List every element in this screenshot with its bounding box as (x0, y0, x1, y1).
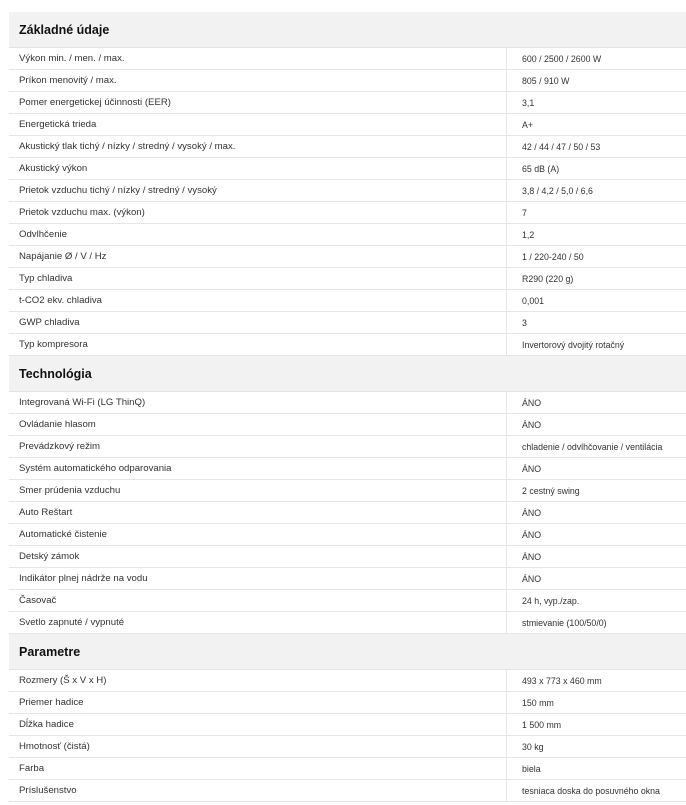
table-row (9, 48, 686, 70)
table-row (9, 312, 686, 334)
row-label: Časovač (9, 590, 507, 611)
row-value: 1 / 220-240 / 50 (522, 251, 584, 262)
row-label: Prevádzkový režim (9, 436, 507, 457)
row-label: Integrovaná Wi-Fi (LG ThinQ) (9, 392, 507, 413)
section-technology (9, 356, 686, 634)
section-parameters (9, 634, 686, 802)
table-row (9, 480, 686, 502)
table-row (9, 224, 686, 246)
row-value: 65 dB (A) (522, 163, 560, 174)
row-value: ÁNO (522, 529, 542, 540)
table-row (9, 92, 686, 114)
row-value: ÁNO (522, 463, 542, 474)
row-label: Odvlhčenie (9, 224, 507, 245)
table-row (9, 780, 686, 802)
row-value: 600 / 2500 / 2600 W (522, 53, 602, 64)
row-value: 1,2 (522, 229, 535, 240)
row-label: Príslušenstvo (9, 780, 507, 801)
row-label: Ovládanie hlasom (9, 414, 507, 435)
table-row (9, 612, 686, 634)
row-label: Rozmery (Š x V x H) (9, 670, 507, 691)
row-value: ÁNO (522, 551, 542, 562)
table-row (9, 392, 686, 414)
row-label: Indikátor plnej nádrže na vodu (9, 568, 507, 589)
row-label: Dĺžka hadice (9, 714, 507, 735)
row-value: biela (522, 763, 541, 774)
row-label: Svetlo zapnuté / vypnuté (9, 612, 507, 633)
row-value: ÁNO (522, 507, 542, 518)
row-value: tesniaca doska do posuvného okna (522, 785, 660, 796)
table-row (9, 268, 686, 290)
table-row (9, 114, 686, 136)
row-label: Farba (9, 758, 507, 779)
row-value: 30 kg (522, 741, 544, 752)
row-value: 805 / 910 W (522, 75, 570, 86)
row-value: 493 x 773 x 460 mm (522, 675, 602, 686)
section-title: Parametre (19, 644, 81, 659)
row-value: R290 (220 g) (522, 273, 574, 284)
table-row (9, 436, 686, 458)
spec-table (9, 12, 686, 802)
row-value: 24 h, vyp./zap. (522, 595, 580, 606)
table-row (9, 714, 686, 736)
row-value: 3,8 / 4,2 / 5,0 / 6,6 (522, 185, 593, 196)
row-label: Energetická trieda (9, 114, 507, 135)
section-header (9, 634, 686, 670)
section-header (9, 12, 686, 48)
table-row (9, 670, 686, 692)
row-label: GWP chladiva (9, 312, 507, 333)
table-row (9, 180, 686, 202)
row-value: 42 / 44 / 47 / 50 / 53 (522, 141, 601, 152)
row-label: Detský zámok (9, 546, 507, 567)
table-row (9, 758, 686, 780)
row-value: ÁNO (522, 397, 542, 408)
row-value: 3 (522, 317, 527, 328)
row-value: 150 mm (522, 697, 554, 708)
row-label: Príkon menovitý / max. (9, 70, 507, 91)
table-row (9, 414, 686, 436)
row-label: Pomer energetickej účinnosti (EER) (9, 92, 507, 113)
table-row (9, 458, 686, 480)
row-value: chladenie / odvlhčovanie / ventilácia (522, 441, 663, 452)
row-label: Akustický tlak tichý / nízky / stredný / vysoký / max. (9, 136, 507, 157)
row-label: Napájanie Ø / V / Hz (9, 246, 507, 267)
row-value: 1 500 mm (522, 719, 562, 730)
table-row (9, 202, 686, 224)
table-row (9, 692, 686, 714)
section-title: Základné údaje (19, 22, 110, 37)
table-row (9, 334, 686, 356)
table-row (9, 158, 686, 180)
table-row (9, 524, 686, 546)
row-value: A+ (522, 119, 534, 130)
section-title: Technológia (19, 366, 92, 381)
row-label: Priemer hadice (9, 692, 507, 713)
row-value: ÁNO (522, 573, 542, 584)
row-value: 7 (522, 207, 527, 218)
row-label: Hmotnosť (čistá) (9, 736, 507, 757)
table-row (9, 70, 686, 92)
row-label: Automatické čistenie (9, 524, 507, 545)
row-value: stmievanie (100/50/0) (522, 617, 607, 628)
row-label: Prietok vzduchu tichý / nízky / stredný / vysoký (9, 180, 507, 201)
table-row (9, 246, 686, 268)
table-row (9, 546, 686, 568)
row-label: t-CO2 ekv. chladiva (9, 290, 507, 311)
row-value: Invertorový dvojitý rotačný (522, 339, 625, 350)
row-value: 3,1 (522, 97, 535, 108)
section-header (9, 356, 686, 392)
row-label: Systém automatického odparovania (9, 458, 507, 479)
row-label: Akustický výkon (9, 158, 507, 179)
row-label: Výkon min. / men. / max. (9, 48, 507, 69)
row-value: ÁNO (522, 419, 542, 430)
row-label: Auto Reštart (9, 502, 507, 523)
row-label: Prietok vzduchu max. (výkon) (9, 202, 507, 223)
row-value: 0,001 (522, 295, 545, 306)
table-row (9, 290, 686, 312)
table-row (9, 136, 686, 158)
table-row (9, 590, 686, 612)
section-basic-data (9, 12, 686, 356)
table-row (9, 502, 686, 524)
table-row (9, 736, 686, 758)
row-label: Typ chladiva (9, 268, 507, 289)
table-row (9, 568, 686, 590)
row-label: Typ kompresora (9, 334, 507, 355)
row-value: 2 cestný swing (522, 485, 580, 496)
row-label: Smer prúdenia vzduchu (9, 480, 507, 501)
